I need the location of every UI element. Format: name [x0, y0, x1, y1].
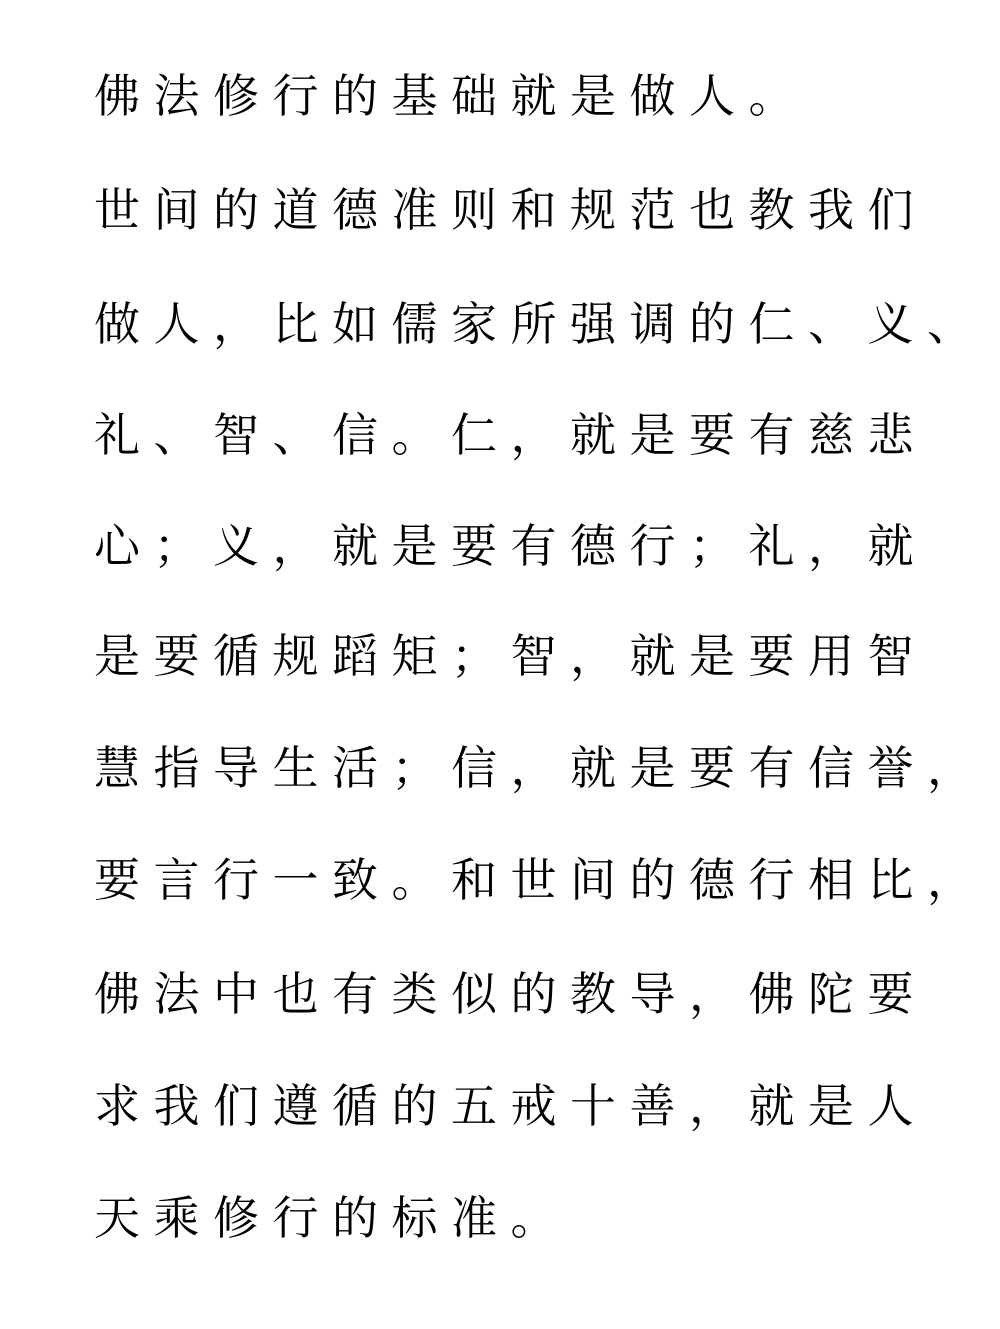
text-line-3: 做人，比如儒家所强调的仁、义、	[94, 297, 987, 351]
text-line-7: 慧指导生活；信，就是要有信誉，	[94, 741, 987, 795]
text-line-2: 世间的道德准则和规范也教我们	[94, 183, 927, 237]
text-line-4: 礼、智、信。仁，就是要有慈悲	[94, 408, 927, 462]
text-line-10: 求我们遵循的五戒十善，就是人	[94, 1079, 927, 1133]
text-line-8: 要言行一致。和世间的德行相比，	[94, 853, 987, 907]
text-line-5: 心；义，就是要有德行；礼，就	[94, 519, 927, 573]
text-line-1: 佛法修行的基础就是做人。	[94, 69, 808, 123]
text-line-6: 是要循规蹈矩；智，就是要用智	[94, 629, 927, 683]
text-line-11: 天乘修行的标准。	[94, 1191, 570, 1245]
text-line-9: 佛法中也有类似的教导，佛陀要	[94, 967, 927, 1021]
